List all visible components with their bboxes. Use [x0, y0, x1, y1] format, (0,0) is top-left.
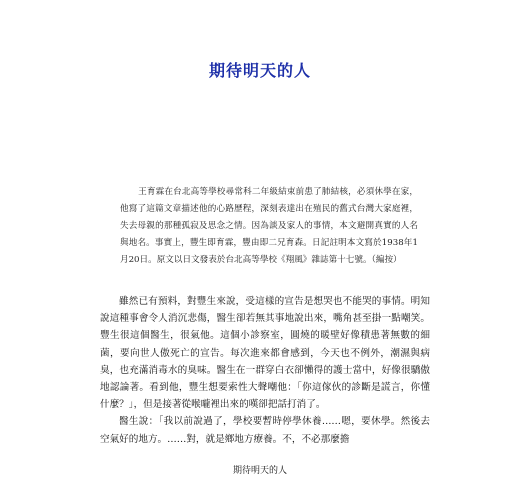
- page-title: 期待明天的人: [208, 61, 311, 80]
- page-footer: 期待明天的人: [232, 466, 287, 476]
- editor-note-text: 王育霖在台北高等學校尋常科二年級結束前患了肺結核，必須休學在家，他寫了這篇文章描述他的心路歷程，深刻表達出在殖民的舊式台灣大家庭裡，失去母親的那種孤寂及思念之情。因為談及家人的事情，本文避開真實的人名與地名。事實上，豐生即育霖，豐由即二兄育森。日記註明本文寫於1938年1月20日。原文以日文發表於台北高等學校《翔風》雜誌第十七號。（編按）: [120, 187, 418, 265]
- body-paragraph: 雖然已有預料，對豐生來說，受這樣的宣告是想哭也不能哭的事情。明知說這種事會令人消沉悲傷，醫生卻若無其事地說出來，嘴角甚至掛一點嘲笑。豐生很這個醫生，很氣他。這個小診察室，圓燒的暖壁好像積患著無數的細菌，要向世人傲死亡的宣告。每次進來都會感到，今天也不例外，潮濕與病臭，也充滿消毒水的臭味。醫生在一群穿白衣卻懶得的護士當中，好像很驕傲地認論著。看到他，豐生想要索性大聲嘲他：「你這傢伙的診斷是謊言，你懂什麼？」，但是接著從喉嚨裡出來的嘆卻把話打消了。: [100, 296, 430, 411]
- body-text: [100, 293, 430, 448]
- body-paragraph: 醫生說：「我以前說過了，學校要暫時停學休養……嗯，要休學。然後去空氣好的地方。……對，就是鄉地方療養。不，不必那麼擔: [100, 416, 430, 445]
- editor-note: [120, 184, 418, 269]
